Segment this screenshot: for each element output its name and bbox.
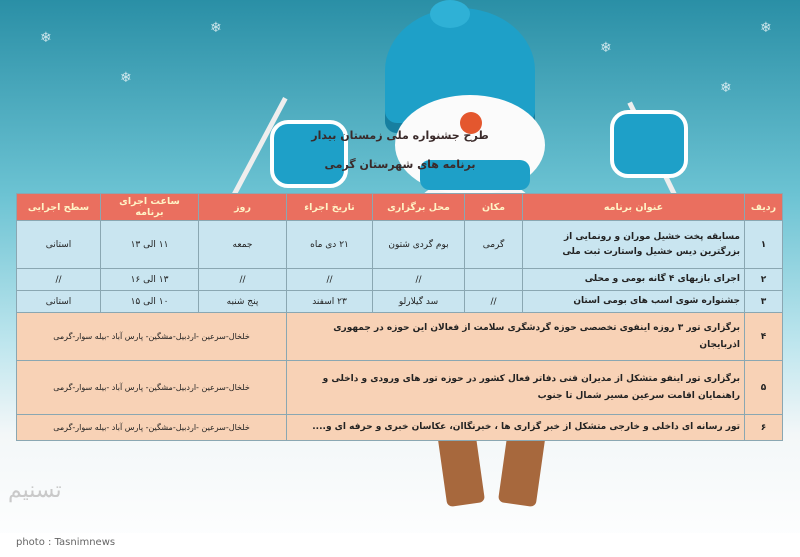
program-place: [465, 269, 523, 291]
mitten-right: [610, 110, 688, 178]
program-date: ۲۱ دی ماه: [287, 221, 373, 269]
credit-bar: [0, 533, 800, 557]
tour-title: برگزاری تور اینفو متشکل از مدیران فنی دفاتر فعال کشور در حوزه تور های ورودی و داخلی و راهنمایان اقامت سرعین مسیر شمال تا جنوب: [287, 361, 745, 415]
photo-credit: photo : Tasnimnews: [16, 537, 116, 548]
program-place: //: [465, 291, 523, 313]
row-number: ۶: [745, 415, 783, 441]
header-date: تاریخ اجراء: [287, 194, 373, 221]
tour-cities: خلخال-سرعین -اردبیل-مشگین- پارس آباد -بیله سوار-گرمی: [17, 361, 287, 415]
row-number: ۱: [745, 221, 783, 269]
program-venue: //: [373, 269, 465, 291]
tour-cities: خلخال-سرعین -اردبیل-مشگین- پارس آباد -بیله سوار-گرمی: [17, 313, 287, 361]
program-title: جشنواره شوی اسب های بومی استان: [523, 291, 745, 313]
program-day: جمعه: [199, 221, 287, 269]
program-level: //: [17, 269, 101, 291]
table-header-row: [17, 194, 783, 221]
header-row-number: ردیف: [745, 194, 783, 221]
row-number: ۴: [745, 313, 783, 361]
header-program-title: عنوان برنامه: [523, 194, 745, 221]
program-place: گرمی: [465, 221, 523, 269]
snowflake-icon: ❄: [720, 80, 732, 96]
table-row: [17, 361, 783, 415]
page-title: طرح جشنواره ملی زمستان بیدار: [311, 129, 489, 142]
program-title: اجرای بازیهای ۴ گانه بومی و محلی: [523, 269, 745, 291]
program-title: مسابقه پخت خشیل موران و رونمایی از بزرگترین دیس خشیل واستارت ثبت ملی: [523, 221, 745, 269]
table-row: [17, 291, 783, 313]
snowflake-icon: ❄: [40, 30, 52, 46]
program-level: استانی: [17, 221, 101, 269]
header-time: ساعت اجرای برنامه: [101, 194, 199, 221]
row-number: ۲: [745, 269, 783, 291]
row-number: ۵: [745, 361, 783, 415]
table-row: [17, 415, 783, 441]
program-day: //: [199, 269, 287, 291]
table-row: [17, 269, 783, 291]
snowflake-icon: ❄: [760, 20, 772, 36]
header-place: مکان: [465, 194, 523, 221]
snowflake-icon: ❄: [120, 70, 132, 86]
table-row: [17, 221, 783, 269]
header-venue: محل برگزاری: [373, 194, 465, 221]
tour-title: برگزاری تور ۳ روزه اینفوی تخصصی حوزه گردشگری سلامت از فعالان این حوزه در جمهوری اذربایجان: [287, 313, 745, 361]
tour-cities: خلخال-سرعین -اردبیل-مشگین- پارس آباد -بیله سوار-گرمی: [17, 415, 287, 441]
snowflake-icon: ❄: [600, 40, 612, 56]
row-number: ۳: [745, 291, 783, 313]
header-day: روز: [199, 194, 287, 221]
program-day: پنج شنبه: [199, 291, 287, 313]
page-subtitle: برنامه های شهرستان گرمی: [324, 158, 476, 171]
tour-title: تور رسانه ای داخلی و خارجی متشکل از خبر گزاری ها ، خبرنگاان، عکاسان خبری و حرفه ای و....: [287, 415, 745, 441]
table-row: [17, 313, 783, 361]
program-date: //: [287, 269, 373, 291]
program-date: ۲۳ اسفند: [287, 291, 373, 313]
hat-pompom: [430, 0, 470, 28]
program-venue: بوم گردی شتون: [373, 221, 465, 269]
snowflake-icon: ❄: [210, 20, 222, 36]
program-table: [16, 193, 783, 441]
program-level: استانی: [17, 291, 101, 313]
header-level: سطح اجرایی: [17, 194, 101, 221]
program-venue: سد گیلارلو: [373, 291, 465, 313]
program-time: ۱۳ الی ۱۶: [101, 269, 199, 291]
program-time: ۱۱ الی ۱۳: [101, 221, 199, 269]
program-time: ۱۰ الی ۱۵: [101, 291, 199, 313]
tasnim-logo: تسنیم: [8, 478, 62, 503]
